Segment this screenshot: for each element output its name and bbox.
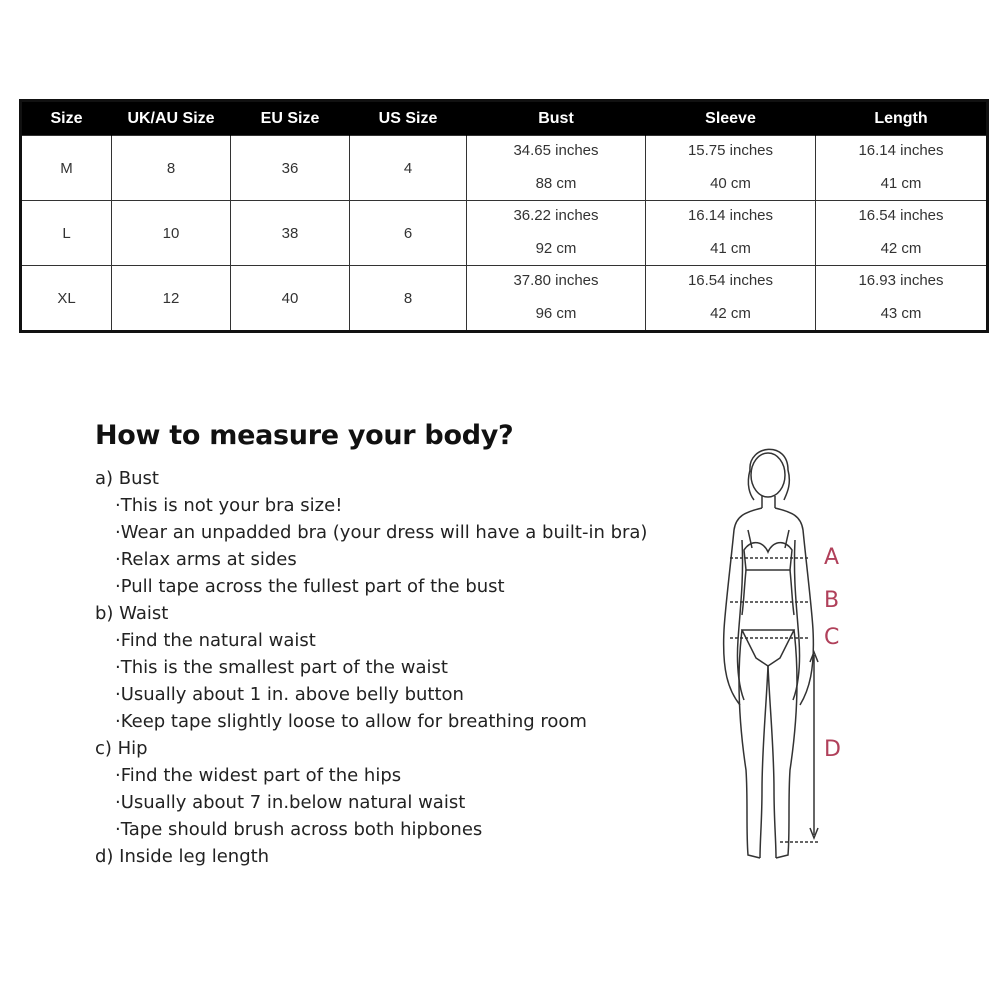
length-inches: 16.93 inches [858, 272, 944, 289]
cell-length [816, 136, 988, 201]
cell-bust [467, 201, 646, 266]
cell-us-size: 6 [350, 201, 467, 266]
section-waist-label: b) Waist [95, 603, 169, 624]
list-item: ·Usually about 1 in. above belly button [115, 684, 464, 705]
header-eu-size: EU Size [231, 101, 350, 136]
guide-title: How to measure your body? [95, 420, 514, 451]
list-item: ·Wear an unpadded bra (your dress will have a built-in bra) [115, 522, 648, 543]
header-size: Size [21, 101, 112, 136]
marker-d: D [824, 737, 841, 762]
cell-size: XL [21, 266, 112, 332]
marker-b: B [824, 588, 840, 613]
table-row [21, 201, 988, 266]
bust-cm: 92 cm [535, 240, 577, 257]
section-bust-label: a) Bust [95, 468, 159, 489]
bust-cm: 96 cm [535, 305, 577, 322]
section-inside-leg-label: d) Inside leg length [95, 846, 270, 867]
header-length: Length [816, 101, 988, 136]
sleeve-inches: 15.75 inches [687, 142, 774, 159]
body-outline-illustration [700, 430, 860, 880]
measure-guide [95, 420, 675, 870]
header-bust: Bust [467, 101, 646, 136]
cell-uk-size: 12 [112, 266, 231, 332]
cell-uk-size: 10 [112, 201, 231, 266]
table-row [21, 136, 988, 201]
marker-c: C [824, 625, 840, 650]
list-item: ·Pull tape across the fullest part of the bust [115, 576, 505, 597]
length-cm: 42 cm [880, 240, 922, 257]
cell-sleeve [646, 201, 816, 266]
table-header-row [21, 101, 988, 136]
sleeve-cm: 42 cm [710, 305, 751, 322]
cell-us-size: 8 [350, 266, 467, 332]
cell-us-size: 4 [350, 136, 467, 201]
body-measurement-figure [700, 430, 860, 880]
cell-length [816, 201, 988, 266]
list-item: ·Find the widest part of the hips [115, 765, 402, 786]
cell-length [816, 266, 988, 332]
header-sleeve: Sleeve [646, 101, 816, 136]
cell-size: L [21, 201, 112, 266]
list-item: ·Find the natural waist [115, 630, 316, 651]
cell-sleeve [646, 266, 816, 332]
length-inches: 16.14 inches [858, 142, 944, 159]
bust-inches: 36.22 inches [513, 207, 599, 224]
table-row [21, 266, 988, 332]
header-uk-au-size: UK/AU Size [112, 101, 231, 136]
list-item: ·Tape should brush across both hipbones [115, 819, 483, 840]
bust-inches: 34.65 inches [513, 142, 599, 159]
bust-cm: 88 cm [535, 175, 577, 192]
list-item: ·Usually about 7 in.below natural waist [115, 792, 466, 813]
sleeve-cm: 41 cm [710, 240, 751, 257]
cell-eu-size: 36 [231, 136, 350, 201]
list-item: ·This is the smallest part of the waist [115, 657, 448, 678]
sleeve-inches: 16.54 inches [687, 272, 774, 289]
length-inches: 16.54 inches [858, 207, 944, 224]
size-chart-table [19, 99, 989, 333]
cell-eu-size: 38 [231, 201, 350, 266]
cell-size: M [21, 136, 112, 201]
cell-bust [467, 136, 646, 201]
list-item: ·Keep tape slightly loose to allow for breathing room [115, 711, 587, 732]
cell-eu-size: 40 [231, 266, 350, 332]
header-us-size: US Size [350, 101, 467, 136]
cell-uk-size: 8 [112, 136, 231, 201]
length-cm: 41 cm [880, 175, 922, 192]
sleeve-inches: 16.14 inches [687, 207, 774, 224]
list-item: ·Relax arms at sides [115, 549, 297, 570]
cell-bust [467, 266, 646, 332]
list-item: ·This is not your bra size! [115, 495, 343, 516]
length-cm: 43 cm [880, 305, 922, 322]
sleeve-cm: 40 cm [710, 175, 751, 192]
bust-inches: 37.80 inches [513, 272, 599, 289]
section-hip-label: c) Hip [95, 738, 148, 759]
marker-a: A [824, 545, 840, 570]
cell-sleeve [646, 136, 816, 201]
